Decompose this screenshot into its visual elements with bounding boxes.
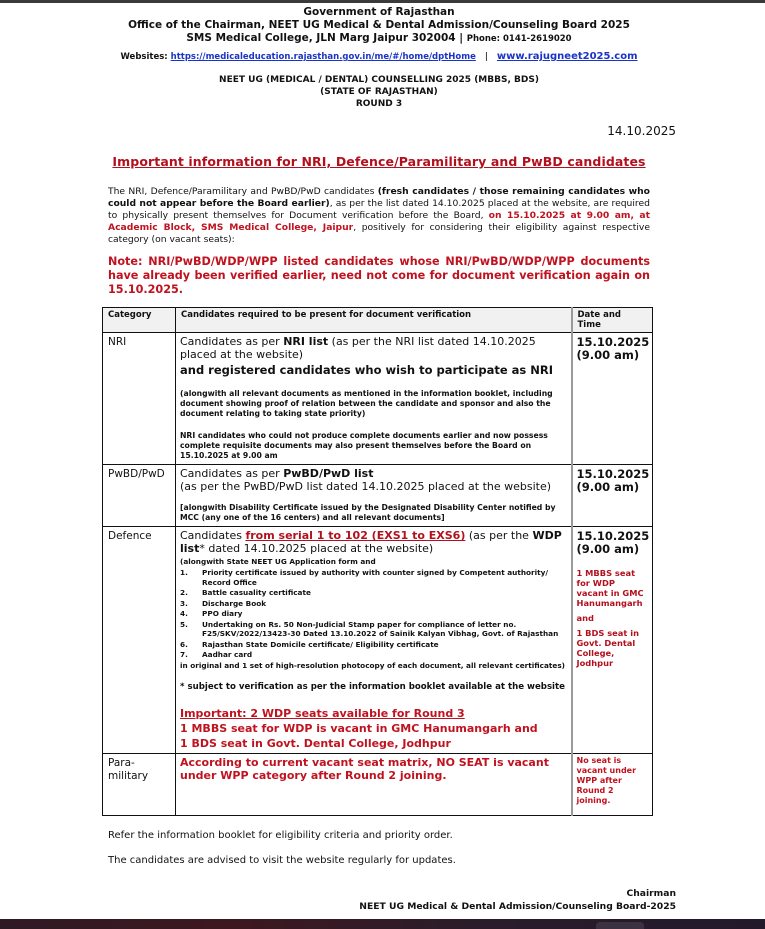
footer-line-1: Refer the information booklet for eligibility criteria and priority order.: [108, 829, 453, 841]
item-text: Rajasthan State Domicile certificate/ Eligibility certificate: [202, 639, 439, 649]
candidates-cell: [176, 465, 572, 527]
taskbar: [0, 919, 765, 929]
document-list-item: [180, 568, 567, 587]
text: (as per the NRI list dated 14.10.2025 placed at the website): [180, 335, 536, 361]
websites-label: Websites:: [120, 52, 168, 62]
wdp-list-label: WDP list: [180, 529, 562, 555]
notice-title: Important information for NRI, Defence/Paramilitary and PwBD candidates: [112, 154, 646, 169]
footer-line-2: The candidates are advised to visit the website regularly for updates.: [108, 854, 456, 866]
asterisk-note: * subject to verification as per the information booklet available at the website: [180, 681, 565, 692]
websites-separator: |: [484, 52, 488, 62]
defence-list-line: [180, 529, 567, 555]
important-heading: Important: 2 WDP seats available for Round 3: [180, 706, 465, 720]
pwbd-documents-note: [alongwith Disability Certificate issued by the Designated Disability Center notified by MCC (any one of the 16 centers) and all relevant documents]: [180, 503, 556, 522]
header-date-time: Date and Time: [572, 308, 653, 333]
date-cell: [572, 333, 653, 465]
address-separator: |: [459, 32, 464, 44]
defence-documents-list: [180, 568, 567, 660]
nri-list-label: NRI list: [283, 335, 329, 348]
intro-text-3: , positively for considering their eligibility against respective category (on vacant seats):: [108, 222, 650, 245]
document-list-item: [180, 640, 567, 650]
seat-and: and: [576, 613, 594, 623]
pwbd-list-line: [180, 467, 567, 480]
date-value: 15.10.2025: [576, 529, 650, 543]
item-number: 6.: [180, 639, 188, 649]
important-line-1: 1 MBBS seat for WDP is vacant in GMC Hanumangarh and: [180, 721, 538, 735]
notice-document: [108, 6, 676, 913]
candidates-cell: According to current vacant seat matrix, NO SEAT is vacant under WPP category after Round 2 joining.: [176, 753, 572, 815]
important-wdp-seats: [180, 706, 567, 751]
website-link-medicaleducation[interactable]: https://medicaleducation.rajasthan.gov.in/me/#/home/dptHome: [170, 52, 476, 62]
time-value: (9.00 am): [576, 348, 640, 362]
document-list-item: [180, 599, 567, 609]
important-line-2: 1 BDS seat in Govt. Dental College, Jodhpur: [180, 736, 451, 750]
footer-notes: [108, 830, 650, 866]
signature-block: [108, 887, 676, 913]
counselling-title: NEET UG (MEDICAL / DENTAL) COUNSELLING 2025 (MBBS, BDS): [219, 75, 539, 85]
text: Candidates as per: [180, 335, 284, 348]
item-text: Undertaking on Rs. 50 Non-Judicial Stamp paper for compliance of letter no. F25/SKV/2022/13423-30 Dated 13.10.2022 of Sainik Kalyan Vibhag, Govt. of Rajasthan: [202, 619, 559, 638]
item-number: 5.: [180, 619, 188, 629]
text: (as per the: [465, 529, 533, 542]
header-category: Category: [103, 308, 176, 333]
item-number: 3.: [180, 598, 188, 608]
date-cell: [572, 465, 653, 527]
text: * dated 14.10.2025 placed at the website): [199, 542, 434, 555]
item-number: 4.: [180, 609, 188, 618]
intro-text-1: The NRI, Defence/Paramilitary and PwBD/PwD candidates: [108, 186, 378, 197]
item-text: Discharge Book: [202, 598, 267, 608]
pwbd-list-label: PwBD/PwD list: [283, 467, 374, 480]
date-cell: [572, 527, 653, 754]
round-label: ROUND 3: [355, 99, 403, 109]
item-text: Aadhar card: [202, 650, 253, 659]
header-candidates: Candidates required to be present for document verification: [176, 308, 572, 333]
pwbd-list-date-line: (as per the PwBD/PwD list dated 14.10.2025 placed at the website): [180, 480, 552, 493]
intro-paragraph: [108, 186, 650, 246]
taskbar-button[interactable]: [596, 922, 644, 929]
candidates-cell: [176, 333, 572, 465]
signatory-board: NEET UG Medical & Dental Admission/Counseling Board-2025: [359, 900, 676, 912]
item-number: 2.: [180, 588, 188, 597]
websites-line: [108, 51, 650, 62]
item-number: 1.: [180, 568, 188, 577]
date-cell: No seat is vacant under WPP after Round 2 joining.: [572, 753, 653, 815]
item-text: PPO diary: [202, 609, 243, 618]
window-top-bar: [0, 0, 765, 3]
counselling-heading: [108, 74, 650, 110]
table-row-defence: [103, 527, 653, 754]
govt-name: Government of Rajasthan: [303, 6, 455, 18]
candidates-cell: [176, 527, 572, 754]
verification-table: [102, 307, 653, 816]
table-row-pwbd: [103, 465, 653, 527]
intro-venue: on 15.10.2025 at 9.00 am, at Academic Block, SMS Medical College, Jaipur: [108, 210, 650, 233]
state-name: (STATE OF RAJASTHAN): [320, 87, 438, 97]
document-list-item: [180, 609, 567, 619]
date-value: 15.10.2025: [576, 467, 650, 481]
time-value: (9.00 am): [576, 480, 640, 494]
seat-bds: 1 BDS seat in Govt. Dental College, Jodhpur: [576, 628, 640, 668]
address: SMS Medical College, JLN Marg Jaipur 302004: [186, 32, 456, 44]
nri-list-line: [180, 335, 567, 361]
category-cell: NRI: [103, 333, 176, 465]
item-number: 7.: [180, 650, 188, 659]
serial-range: from serial 1 to 102 (EXS1 to EXS6): [245, 529, 466, 542]
nri-documents-note: (alongwith all relevant documents as mentioned in the information booklet, including document showing proof of relation between the candidate and sponsor and also the document relating to taking state priority): [180, 389, 553, 418]
seat-availability: [577, 568, 649, 668]
item-text: Priority certificate issued by authority with counter signed by Competent authority/ Record Office: [202, 568, 549, 587]
defence-docs-outro: in original and 1 set of high-resolution photocopy of each document, all relevant certificates): [180, 660, 566, 670]
defence-docs-intro: (alongwith State NEET UG Application form and: [180, 557, 376, 566]
note-paragraph: Note: NRI/PwBD/WDP/WPP listed candidates whose NRI/PwBD/WDP/WPP documents have already been verified earlier, need not come for document verification again on 15.10.2025.: [108, 255, 650, 296]
table-row-paramilitary: [103, 753, 653, 815]
category-cell: PwBD/PwD: [103, 465, 176, 527]
text: Candidates as per: [180, 467, 284, 480]
seat-mbbs: 1 MBBS seat for WDP vacant in GMC Hanumangarh: [576, 568, 644, 608]
office-name: Office of the Chairman, NEET UG Medical & Dental Admission/Counseling Board 2025: [128, 19, 630, 31]
intro-text-2: , as per the list dated 14.10.2025 placed at the website, are required to physically present themselves for Document verification before the Board,: [108, 198, 650, 221]
address-line: [108, 32, 650, 46]
notice-date: 14.10.2025: [607, 124, 676, 138]
category-line-2: military: [108, 769, 149, 782]
letterhead: [108, 6, 650, 46]
nri-extra-note: NRI candidates who could not produce complete documents earlier and now possess complete requisite documents may also present themselves before the Board on 15.10.2025 at 9.00 am: [180, 431, 548, 460]
table-row-nri: [103, 333, 653, 465]
category-cell: [103, 753, 176, 815]
document-list-item: [180, 588, 567, 598]
category-cell: Defence: [103, 527, 176, 754]
date-value: 15.10.2025: [576, 335, 650, 349]
time-value: (9.00 am): [576, 542, 640, 556]
category-line-1: Para-: [108, 756, 135, 769]
website-link-rajugneet[interactable]: www.rajugneet2025.com: [496, 51, 638, 62]
signatory-title: Chairman: [626, 887, 676, 899]
text: Candidates: [180, 529, 246, 542]
phone-number: Phone: 0141-2619020: [466, 34, 572, 44]
table-header-row: [103, 308, 653, 333]
nri-registered-line: and registered candidates who wish to participate as NRI: [180, 363, 553, 377]
item-text: Battle casuality certificate: [202, 588, 311, 597]
intro-bold: (fresh candidates / those remaining candidates who could not appear before the Board earlier): [108, 186, 650, 209]
document-list-item: [180, 620, 567, 639]
document-list-item: [180, 650, 567, 660]
